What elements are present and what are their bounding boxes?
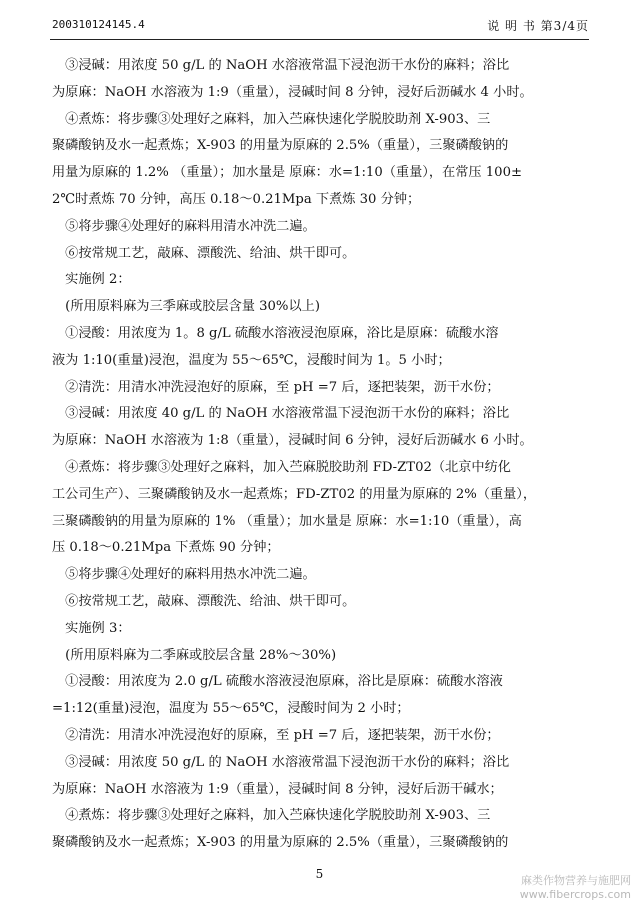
watermark xyxy=(520,874,631,902)
text-line: (所用原料麻为三季麻或胶层含量 30%以上) xyxy=(52,299,320,315)
text-line: (所用原料麻为二季麻或胶层含量 28%～30%) xyxy=(52,647,337,663)
watermark-site-name: 麻类作物营养与施肥网 xyxy=(521,874,631,887)
text-line: 为原麻：NaOH 水溶液为 1:9（重量），浸碱时间 8 分钟，浸好后沥碱水 4 小时。 xyxy=(52,84,533,100)
patent-application-number: 200310124145.4 xyxy=(52,18,145,31)
text-line: ②清洗：用清水冲洗浸泡好的原麻，至 pH =7 后，逐把装架，沥干水份； xyxy=(52,727,500,743)
text-line: 聚磷酸钠及水一起煮炼；X-903 的用量为原麻的 2.5%（重量），三聚磷酸钠的 xyxy=(52,835,509,851)
text-line: ③浸碱：用浓度 50 g/L 的 NaOH 水溶液常温下浸泡沥干水份的麻料；浴比 xyxy=(52,754,510,770)
text-line: ⑥按常规工艺，敲麻、漂酸洗、给油、烘干即可。 xyxy=(52,593,356,609)
text-line: 压 0.18～0.21Mpa 下煮炼 90 分钟； xyxy=(52,540,280,556)
text-line: ④煮炼：将步骤③处理好之麻料，加入苎麻快速化学脱胶助剂 X-903、三 xyxy=(52,111,491,127)
example-heading: 实施例 3： xyxy=(52,620,131,636)
text-line: ④煮炼：将步骤③处理好之麻料，加入苎麻脱胶助剂 FD-ZT02（北京中纺化 xyxy=(52,459,511,475)
header-divider xyxy=(50,39,589,40)
text-line: ⑤将步骤④处理好的麻料用热水冲洗二遍。 xyxy=(52,567,316,583)
text-line: 聚磷酸钠及水一起煮炼；X-903 的用量为原麻的 2.5%（重量），三聚磷酸钠的 xyxy=(52,138,509,154)
watermark-url: www.fibercrops.com xyxy=(519,888,631,901)
text-line: =1:12(重量)浸泡，温度为 55～65℃，浸酸时间为 2 小时； xyxy=(52,701,410,717)
text-line: 为原麻：NaOH 水溶液为 1:8（重量），浸碱时间 6 分钟，浸好后沥碱水 6 小时。 xyxy=(52,433,533,449)
text-line: ①浸酸：用浓度为 2.0 g/L 硫酸水溶液浸泡原麻，浴比是原麻：硫酸水溶液 xyxy=(52,674,503,690)
text-line: 液为 1:10(重量)浸泡，温度为 55～65℃，浸酸时间为 1。5 小时； xyxy=(52,352,451,368)
text-line: 2℃时煮炼 70 分钟，高压 0.18～0.21Mpa 下煮炼 30 分钟； xyxy=(52,191,421,207)
body-text xyxy=(52,53,592,857)
text-line: ①浸酸：用浓度为 1。8 g/L 硫酸水溶液浸泡原麻，浴比是原麻：硫酸水溶 xyxy=(52,325,499,341)
text-line: ②清洗：用清水冲洗浸泡好的原麻，至 pH =7 后，逐把装架，沥干水份； xyxy=(52,379,500,395)
page-number: 5 xyxy=(315,867,324,881)
text-line: ⑥按常规工艺，敲麻、漂酸洗、给油、烘干即可。 xyxy=(52,245,356,261)
text-line: 为原麻：NaOH 水溶液为 1:9（重量），浸碱时间 8 分钟，浸好后沥干碱水； xyxy=(52,781,503,797)
text-line: ⑤将步骤④处理好的麻料用清水冲洗二遍。 xyxy=(52,218,316,234)
text-line: ③浸碱：用浓度 50 g/L 的 NaOH 水溶液常温下浸泡沥干水份的麻料；浴比 xyxy=(52,58,510,73)
header-section-label: 说 明 书 第3/4页 xyxy=(487,19,589,33)
text-line: 三聚磷酸钠的用量为原麻的 1% （重量）；加水量是 原麻：水=1:10（重量），高 xyxy=(52,513,522,529)
text-line: 工公司生产）、三聚磷酸钠及水一起煮炼；FD-ZT02 的用量为原麻的 2%（重量）， xyxy=(52,486,537,502)
text-line: 用量为原麻的 1.2% （重量）；加水量是 原麻：水=1:10（重量），在常压 100± xyxy=(52,165,523,181)
example-heading: 实施例 2： xyxy=(52,272,131,288)
text-line: ④煮炼：将步骤③处理好之麻料，加入苎麻快速化学脱胶助剂 X-903、三 xyxy=(52,808,491,824)
text-line: ③浸碱：用浓度 40 g/L 的 NaOH 水溶液常温下浸泡沥干水份的麻料；浴比 xyxy=(52,406,510,422)
